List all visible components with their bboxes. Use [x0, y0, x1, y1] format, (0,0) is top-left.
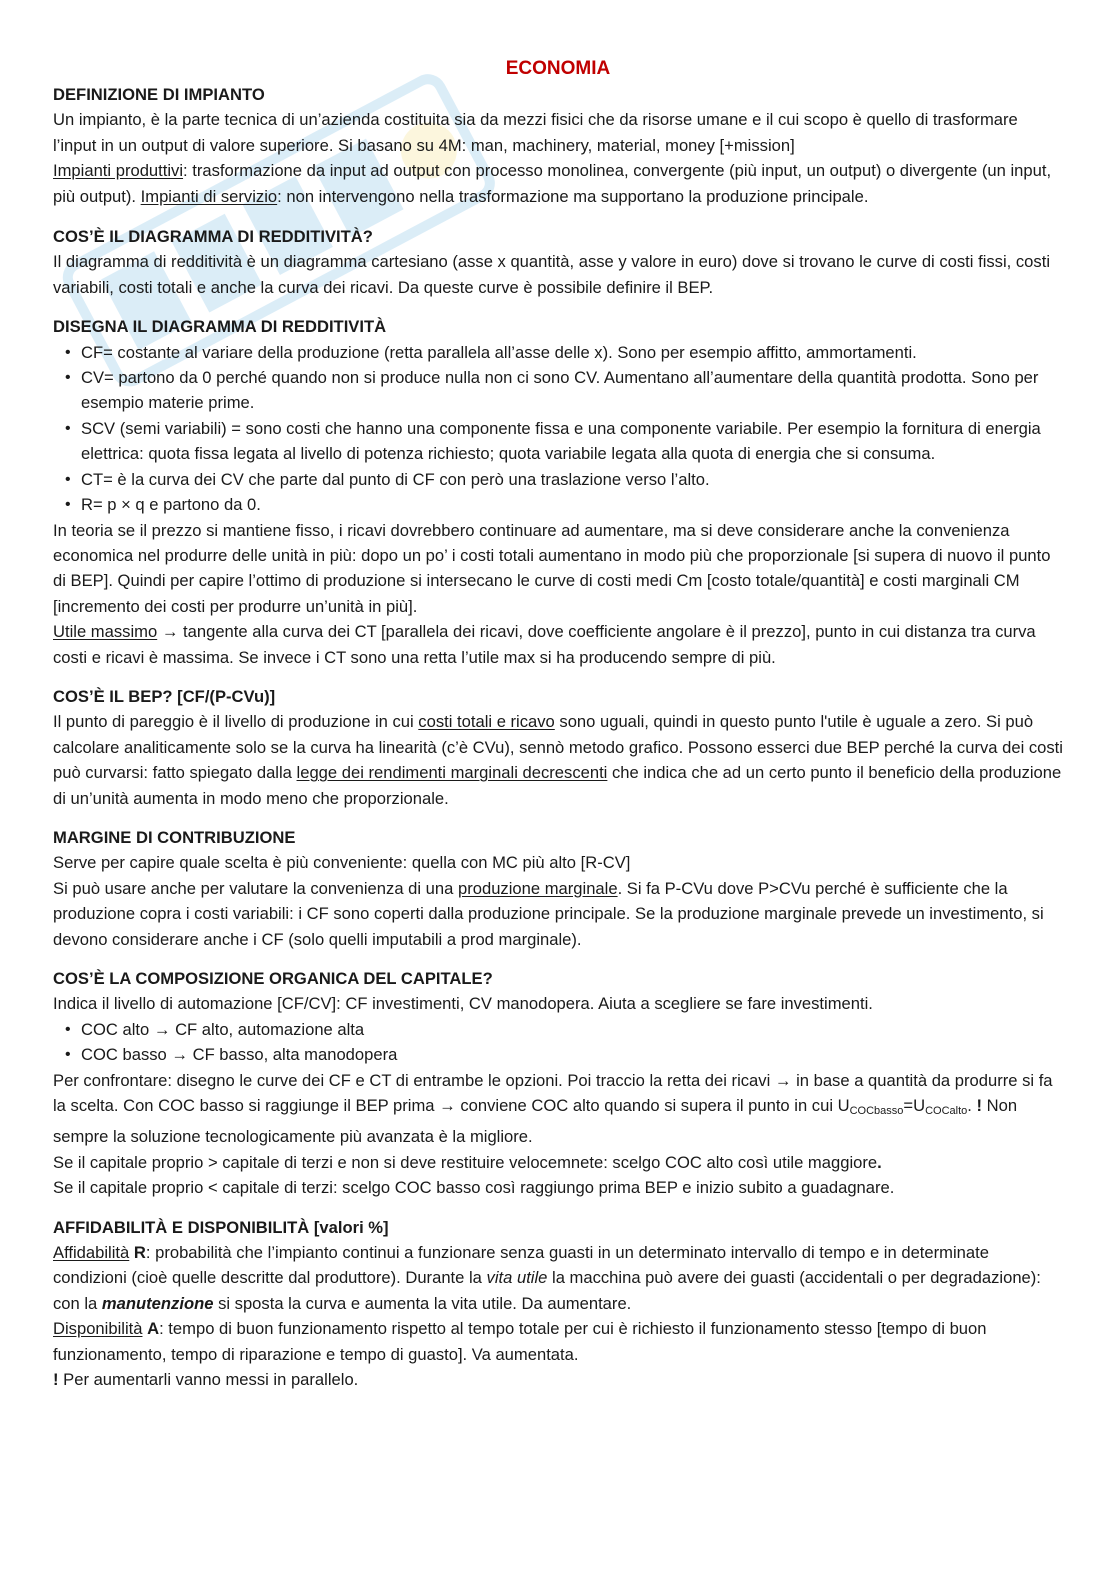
section-coc [53, 966, 1063, 1201]
page-title: ECONOMIA [505, 58, 611, 79]
paragraph: Un impianto, è la parte tecnica di un’azienda costituita sia da mezzi fisici che da risorse umane e il cui scopo è quello di trasformare l’input in un output di valore superiore. Si basano su 4M: man, machinery, material, money [+mission] [53, 110, 1018, 155]
term-disponibilita: Disponibilità [53, 1319, 143, 1339]
exclamation-icon: ! [976, 1096, 983, 1116]
heading-disegna: DISEGNA IL DIAGRAMMA DI REDDITIVITÀ [53, 317, 387, 337]
term-costi-totali-ricavo: costi totali e ricavo [418, 712, 555, 732]
paragraph: Impianti produttivi: trasformazione da input ad output con processo monolinea, convergente (più input, un output) o divergente (un input, più output). Impianti di servizio: non intervengono nella trasformazione ma supportano la produzione principale. [53, 161, 1052, 206]
heading-diagramma: COS’È IL DIAGRAMMA DI REDDITIVITÀ? [53, 227, 373, 247]
list-item: • R= p × q e partono da 0. [81, 492, 1063, 517]
list-item: • SCV (semi variabili) = sono costi che hanno una componente fissa e una componente variabile. Per esempio la fornitura di energia elettrica: quota fissa legata al livello di potenza richiesto; quota variabile legata alla quota di energia che si consuma. [81, 416, 1063, 467]
bullet-list [53, 340, 1063, 518]
arrow-icon: → [439, 1096, 456, 1116]
paragraph: Affidabilità R: probabilità che l’impianto continui a funzionare senza guasti in un determinato intervallo di tempo e in determinate condizioni (cioè quelle descritte dal produttore). Durante la vita utile la macchina può avere dei guasti (accidentali o per degradazione): con la manutenzione si sposta la curva e aumenta la vita utile. Da aumentare. [53, 1243, 1041, 1313]
term-affidabilita: Affidabilità [53, 1243, 130, 1263]
paragraph: Se il capitale proprio < capitale di terzi: scelgo COC basso così raggiungo prima BEP e inizio subito a guadagnare. [53, 1178, 895, 1198]
term-impianti-servizio: Impianti di servizio [140, 186, 278, 206]
paragraph: Si può usare anche per valutare la convenienza di una produzione marginale. Si fa P-CVu dove P>CVu perché è sufficiente che la produzione copra i costi variabili: i CF sono coperti dalla produzione principale. Se la produzione marginale prevede un investimento, si devono considerare anche i CF (solo quelli imputabili a prod marginale). [53, 878, 1044, 949]
heading-bep: COS’È IL BEP? [CF/(P-CVu)] [53, 686, 276, 706]
term-produzione-marginale: produzione marginale [457, 878, 618, 898]
paragraph: Se il capitale proprio > capitale di terzi e non si deve restituire velocemnete: scelgo COC alto così utile maggiore. [53, 1152, 882, 1172]
paragraph: ! Per aumentarli vanno messi in parallelo. [53, 1370, 359, 1390]
list-item: • CF= costante al variare della produzione (retta parallela all’asse delle x). Sono per esempio affitto, ammortamenti. [81, 340, 1063, 365]
section-disegna [53, 314, 1063, 670]
bullet-list [53, 1017, 1063, 1068]
paragraph: Indica il livello di automazione [CF/CV]: CF investimenti, CV manodopera. Aiuta a scegliere se fare investimenti. [53, 994, 873, 1014]
term-utile-massimo: Utile massimo [53, 622, 158, 642]
section-affidabilita [53, 1215, 1063, 1393]
arrow-icon: → [171, 1045, 188, 1065]
heading-coc: COS’È LA COMPOSIZIONE ORGANICA DEL CAPITALE? [53, 969, 493, 988]
document-content [53, 56, 1063, 1402]
section-margine [53, 825, 1063, 952]
exclamation-icon: ! [53, 1370, 59, 1390]
list-item: • CT= è la curva dei CV che parte dal punto di CF con però una traslazione verso l’alto. [81, 467, 1063, 492]
section-diagramma [53, 224, 1063, 300]
paragraph: Disponibilità A: tempo di buon funzionamento rispetto al tempo totale per cui è richiesto il funzionamento stesso [tempo di buon funzionamento, tempo di riparazione e tempo di guasto]. Va aumentata. [53, 1319, 987, 1364]
paragraph: Il diagramma di redditività è un diagramma cartesiano (asse x quantità, asse y valore in euro) dove si trovano le curve di costi fissi, costi variabili, costi totali e anche la curva dei ricavi. Da queste curve è possibile definire il BEP. [53, 252, 1051, 297]
list-item: • COC alto → CF alto, automazione alta [81, 1017, 1063, 1042]
paragraph: Utile massimo → tangente alla curva dei CT [parallela dei ricavi, dove coefficiente angolare è il prezzo], punto in cui distanza tra curva costi e ricavi è massima. Se invece i CT sono una retta l’utile max si ha producendo sempre di più. [53, 622, 1036, 667]
list-item: • CV= partono da 0 perché quando non si produce nulla non ci sono CV. Aumentano all’aumentare della quantità prodotta. Sono per esempio materie prime. [81, 365, 1063, 416]
heading-margine: MARGINE DI CONTRIBUZIONE [53, 827, 296, 847]
section-impianto [53, 82, 1063, 209]
arrow-icon: → [161, 622, 179, 642]
term-legge-rendimenti: legge dei rendimenti marginali decrescenti [296, 763, 608, 783]
arrow-icon: → [153, 1019, 171, 1039]
term-impianti-produttivi: Impianti produttivi [53, 161, 184, 181]
list-item: • COC basso → CF basso, alta manodopera [81, 1042, 1063, 1067]
paragraph: Il punto di pareggio è il livello di produzione in cui costi totali e ricavo sono uguali, quindi in questo punto l'utile è uguale a zero. Si può calcolare analiticamente solo se la curva ha linearità (c’è CVu), sennò metodo grafico. Possono esserci due BEP perché la curva dei costi può curvarsi: fatto spiegato dalla legge dei rendimenti marginali decrescenti che indica che ad un certo punto il beneficio della produzione di un’unità aumenta in modo meno che proporzionale. [53, 712, 1063, 808]
heading-impianto: DEFINIZIONE DI IMPIANTO [53, 85, 265, 104]
paragraph: In teoria se il prezzo si mantiene fisso, i ricavi dovrebbero continuare ad aumentare, ma si deve considerare anche la convenienza economica nel produrre delle unità in più: dopo un po’ i costi totali aumentano in modo più che proporzionale [si supera di nuovo il punto di BEP]. Quindi per capire l’ottimo di produzione si intersecano le curve di costi medi Cm [costo totale/quantità] e costi marginali CM [incremento dei costi per produrre un’unità in più]. [53, 520, 1051, 616]
paragraph: Per confrontare: disegno le curve dei CF e CT di entrambe le opzioni. Poi traccio la retta dei ricavi → in base a quantità da produrre si fa la scelta. Con COC basso si raggiunge il BEP prima → conviene COC alto quando si supera il punto in cui $U_{COCbasso}=U_{COCalto}$. ! Non sempre la soluzione tecnologicamente più avanzata è la migliore. [53, 1070, 1053, 1147]
section-bep [53, 684, 1063, 811]
arrow-icon: → [774, 1070, 792, 1090]
heading-affidabilita: AFFIDABILITÀ E DISPONIBILITÀ [valori %] [53, 1217, 389, 1237]
paragraph: Serve per capire quale scelta è più conveniente: quella con MC più alto [R-CV] [53, 853, 631, 873]
